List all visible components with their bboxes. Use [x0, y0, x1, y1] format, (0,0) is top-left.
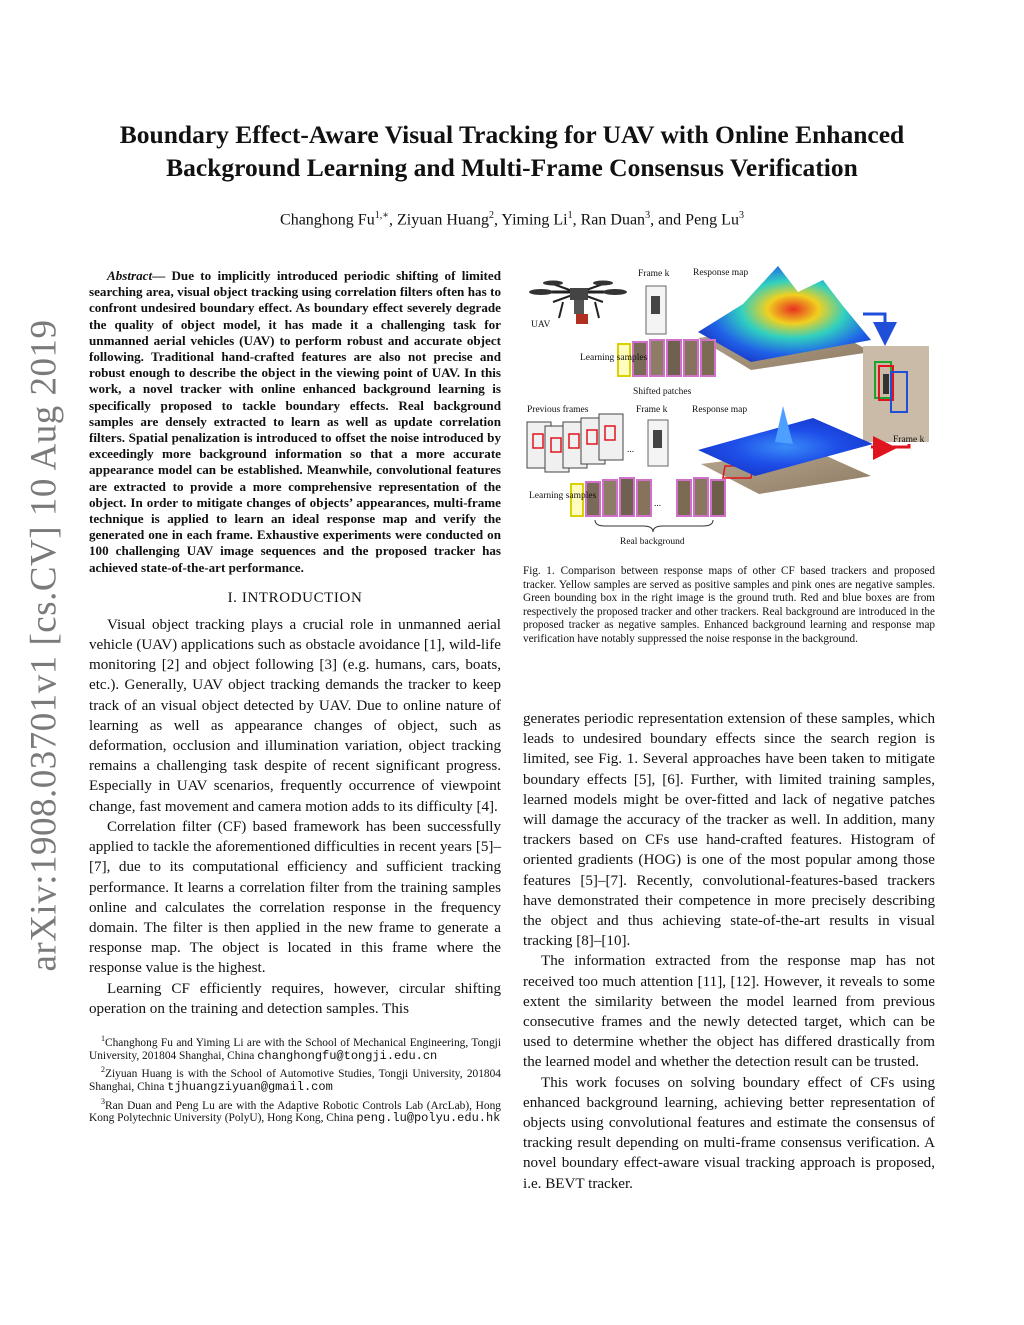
label-response-map-top: Response map	[693, 268, 749, 278]
author-separator: ,	[389, 211, 397, 229]
previous-frames-stack	[527, 414, 623, 472]
label-frame-k-mid: Frame k	[636, 405, 668, 415]
author-separator: , and	[650, 211, 686, 229]
label-learning-samples-bottom-text: Learning samples	[529, 491, 597, 501]
label-frame-k-right: Frame k	[893, 435, 925, 445]
author-list	[80, 210, 944, 229]
label-learning-samples-bottom	[529, 491, 597, 501]
response-map-top	[698, 266, 871, 370]
author-affiliation-marker: 1,∗	[374, 210, 389, 221]
author-affiliation-marker: 3	[738, 210, 744, 221]
real-background-brace	[595, 520, 713, 532]
result-frame-image	[863, 346, 929, 442]
author-affiliation-marker: 2	[488, 210, 494, 221]
author-name: Ziyuan Huang	[397, 211, 489, 229]
label-previous-frames: Previous frames	[527, 405, 589, 415]
abstract-label: Abstract	[107, 268, 153, 283]
figure-1-caption	[523, 565, 935, 647]
footnote-email: changhongfu@tongji.edu.cn	[257, 1048, 438, 1063]
figure-1-caption-label: Fig. 1.	[523, 565, 555, 577]
arxiv-side-stamp	[14, 318, 74, 972]
figure-1-caption-text: Comparison between response maps of other CF based trackers and proposed tracker. Yellow samples are served as positive samples and pink ones are negative samples. Green bounding box in the right image is the ground truth. Red and blue boxes are from respectively the proposed tracker and other trackers. Real background are introduced in the proposed tracker as negative samples. Enhanced background learning and response map verification have notably suppressed the noise response in the background.	[523, 565, 935, 645]
paragraph: The information extracted from the response map has not received too much attention [11], [12]. However, it reveals to some extent the similarity between the model learned from previous consecutive frames and the newly detected target, which can be used to determine whether the object has differed drastically from the learned model and whether the detection result can be trusted.	[523, 953, 935, 1071]
paragraph: Visual object tracking plays a crucial role in unmanned aerial vehicle (UAV) applications such as obstacle avoidance [1], wild-life monitoring [2] and object following [3] (e.g. humans, cars, boats, etc.). Generally, UAV object tracking demands the tracker to keep track of an visual object detected by UAV. Due to online nature of learning as well as appearance changes of object, such as deformation, occlusion and illumination variation, object tracking remains a challenging task despite of recent significant progress. Especially in UAV scenarios, frequently occurrence of viewpoint change, fast movement and camera motion adds to its difficulty [4].	[89, 616, 501, 815]
footnote-text: Ran Duan and Peng Lu are with the Adaptive Robotic Controls Lab (ArcLab), Hong Kong Polytechnic University (PolyU), Hong Kong, China	[89, 1099, 501, 1125]
label-shifted-patches: Shifted patches	[633, 387, 692, 397]
author-name: Yiming Li	[501, 211, 568, 229]
arxiv-identifier: arXiv:1908.03701v1 [cs.CV] 10 Aug 2019	[23, 318, 65, 972]
footnote	[89, 1033, 501, 1062]
abstract	[89, 268, 501, 576]
footnote-text: Changhong Fu and Yiming Li are with the School of Mechanical Engineering, Tongji University, 201804 Shanghai, China	[89, 1036, 501, 1062]
footnote-email: tjhuangziyuan@gmail.com	[167, 1079, 333, 1094]
figure-1-illustration	[523, 262, 935, 552]
label-learning-samples-top	[580, 353, 648, 363]
footnote-marker: 1	[101, 1033, 105, 1043]
paper-title: Boundary Effect-Aware Visual Tracking for UAV with Online Enhanced Background Learning and Multi-Frame Consensus Verification	[119, 120, 905, 182]
frame-k-mid-object	[653, 430, 662, 448]
footnote-marker: 3	[101, 1096, 105, 1106]
paragraph: This work focuses on solving boundary effect of CFs using enhanced background learning, achieving better representation of objects using convolutional features and estimate the consensus of tracking result depending on multi-frame consensus verification. A novel boundary effect-aware visual tracking approach is proposed, i.e. BEVT tracker.	[523, 1074, 935, 1192]
abstract-text: — Due to implicitly introduced periodic shifting of limited searching area, visual object tracking using correlation filters often has to confront undesired boundary effect. As boundary effect severely degrade the quality of object model, it has made it a challenging task for unmanned aerial vehicles (UAV) to perform robust and accurate object following. Traditional hand-crafted features are also not precise and robust enough to describe the object in the viewing point of UAV. In this work, a novel tracker with online enhanced background learning is specifically proposed to tackle boundary effects. Real background samples are densely extracted to learn as well as update correlation filters. Spatial penalization is introduced to offset the noise introduced by exceedingly more background information so that a more accurate appearance model can be established. Meanwhile, convolutional features are extracted to provide a more comprehensive representation of the object. In order to mitigate changes of objects’ appearances, multi-frame technique is applied to learn an ideal response map and verify the generated one in each frame. Exhaustive experiments were conducted on 100 challenging UAV image sequences and the proposed tracker has achieved state-of-the-art performance.	[89, 268, 501, 575]
author-name: Peng Lu	[685, 211, 739, 229]
footnote	[89, 1096, 501, 1125]
section-heading-introduction: I. INTRODUCTION	[227, 589, 363, 606]
author-separator: ,	[572, 211, 581, 229]
label-response-map-mid: Response map	[692, 405, 748, 415]
figure-1	[523, 262, 935, 552]
author-affiliation-marker: 3	[645, 210, 651, 221]
paragraph: generates periodic representation extension of these samples, which leads to undesired boundary effects since the search region is limited, see Fig. 1. Several approaches have been taken to mitigate boundary effects [5], [6]. Further, with limited training samples, learned models might be over-fitted and lack of negative patches will damage the accuracy of the tracker as well. In addition, many trackers based on CFs use hand-crafted features. Histogram of oriented gradients (HOG) is one of the most popular among those features [5]–[7]. Recently, convolutional-features-based trackers have demonstrated their competence in more precisely describing the object and thus achieving state-of-the-art results in visual tracking [8]–[10].	[523, 711, 935, 950]
ellipsis-samples: ...	[654, 499, 662, 509]
uav-drone-icon	[529, 281, 627, 325]
label-frame-k-top: Frame k	[638, 269, 670, 279]
footnote	[89, 1064, 501, 1093]
author-name: Changhong Fu	[280, 211, 375, 229]
label-uav: UAV	[531, 320, 551, 330]
footnotes	[89, 1033, 501, 1125]
footnote-marker: 2	[101, 1065, 105, 1075]
author-separator: ,	[493, 211, 502, 229]
label-real-background: Real background	[620, 537, 685, 547]
footnote-email: peng.lu@polyu.edu.hk	[356, 1111, 501, 1126]
author-affiliation-marker: 1	[567, 210, 573, 221]
right-column	[523, 709, 935, 1194]
left-column	[89, 268, 501, 1127]
footnote-text: Ziyuan Huang is with the School of Automotive Studies, Tongji University, 201804 Shanghai, China	[89, 1068, 501, 1093]
ellipsis-previous: ...	[627, 445, 635, 455]
paragraph: Learning CF efficiently requires, however, circular shifting operation on the training and detection samples. This	[89, 980, 501, 1017]
paragraph: Correlation filter (CF) based framework has been successfully applied to tackle the aforementioned difficulties in recent years [5]–[7], due to its computational efficiency and sufficient tracking performance. It learns a correlation filter from the training samples online and calculates the correlation response in the frequency domain. The filter is then applied in the new frame to generate a response map. The object is located in this frame where the response value is the highest.	[89, 818, 501, 977]
label-learning-samples-top-text: Learning samples	[580, 353, 648, 363]
author-name: Ran Duan	[580, 211, 646, 229]
